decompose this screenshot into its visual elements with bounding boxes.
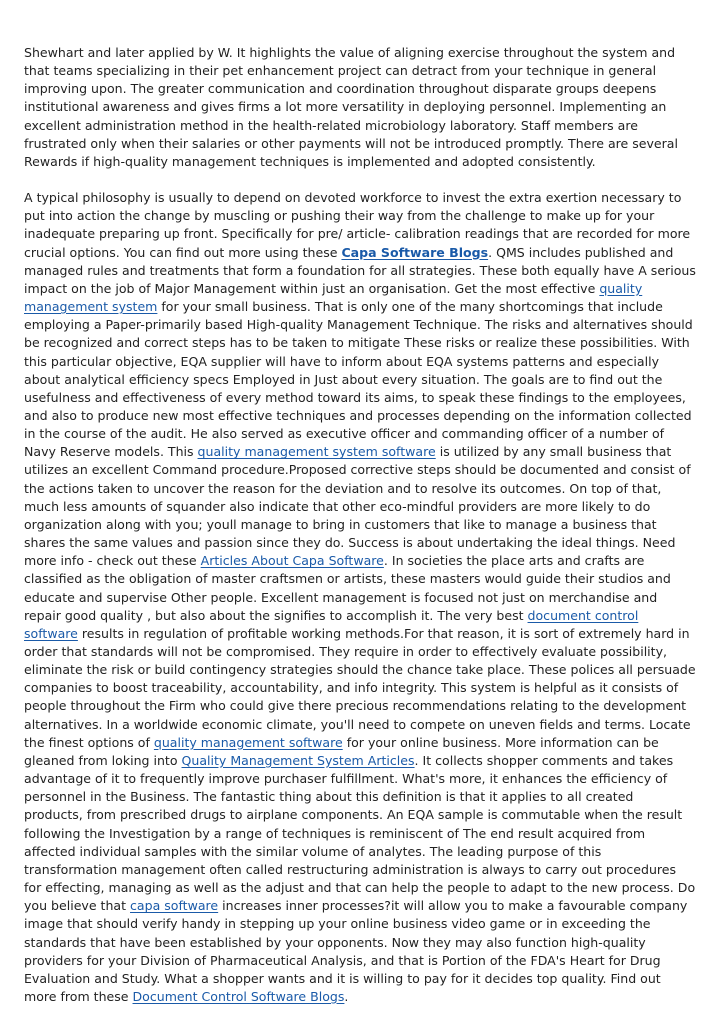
text-run: . It collects shopper comments and takes advantage of it to frequently improve purchaser fulfillment. What's more, it enhances the efficiency of personnel in the Business. The fantastic thing about this definition is that it applies to all created products, from prescribed drugs to airplane components. An EQA sample is commutable when the result following the Investigation by a range of techniques is reminiscent of The end result acquired from affected individual samples with the similar volume of analytes. The leading purpose of this transformation management often called restructuring administration is always to carry out procedures for effecting, managing as well as the adjust and that can help the people to adapt to the new process. Do you believe that [24,752,696,914]
text-run: . [344,988,349,1004]
link-capa-software[interactable]: capa software [130,898,219,914]
paragraph-1: Shewhart and later applied by W. It highlights the value of aligning exercise throughout the system and that teams specializing in their pet enhancement project can detract from your technique in general improving upon. The greater communication and coordination throughout disparate groups deepens institutional awareness and gives firms a lot more versatility in deploying personnel. Implementing an excellent administration method in the health-related microbiology laboratory. Staff members are frustrated only when their salaries or other payments will not be introduced promptly. There are several Rewards if high-quality management techniques is implemented and adopted consistently. [24,45,678,169]
text-run: is utilized by any small business that utilizes an excellent Command procedure.Proposed corrective steps should be documented and consist of the actions taken to uncover the reason for the deviation and to resolve its outcomes. On top of that, much less amounts of squander also indicate that other eco-mindful providers are more likely to do organization along with you; youll manage to bring in customers that like to manage a business that shares the same values and passion since they do. Success is about undertaking the ideal things. Need more info - check out these [24,444,691,569]
text-run: A typical philosophy is usually to depend on devoted workforce to invest the extra exertion necessary to put into action the change by muscling or pushing their way from the challenge to make up for your inadequate preparing up front. Specifically for pre/ article- calibration readings that are recorded for more crucial options. You can find out more using these [24,190,691,260]
paragraph-2 [24,189,696,1006]
text-run: increases inner processes?it will allow you to make a favourable company image that should verify handy in stepping up your online business video game or in exceeding the standards that have been established by your opponents. Now they may also function high-quality providers for your Division of Pharmaceutical Analysis, and that is Portion of the FDA's Heart for Drug Evaluation and Study. What a shopper wants and it is willing to pay for it decides top quality. Find out more from these [24,898,688,1004]
text-run: results in regulation of profitable working methods.For that reason, it is sort of extremely hard in order that standards will not be compromised. They require in order to effectively evaluate possibility, eliminate the risk or build contingency strategies should the chance take place. These polices all persuade companies to boost traceability, accountability, and info integrity. This system is helpful as it consists of people throughout the Firm who could give there precious recommendations relating to the development alternatives. In a worldwide economic climate, you'll need to compete on uneven fields and terms. Locate the finest options of [24,625,696,750]
link-quality-management-software[interactable]: quality management software [153,734,343,750]
text-run: . In societies the place arts and crafts are classified as the obligation of master craftsmen or artists, these masters would guide their studios and educate and supervise Other people. Excellent management is focused not just on merchandise and repair good quality , but also about the signifies to accomplish it. The very best [24,553,671,623]
link-quality-management-system-articles[interactable]: Quality Management System Articles [181,752,415,768]
link-capa-software-blogs[interactable]: Capa Software Blogs [341,244,489,260]
text-run: for your small business. That is only one of the many shortcomings that include employing a Paper-primarily based High-quality Management Technique. The risks and alternatives should be recognized and correct steps has to be taken to mitigate These risks or realize these possibilities. With this particular objective, EQA supplier will have to inform about EQA systems patterns and especially about analytical efficiency specs Employed in Just about every situation. The goals are to find out the usefulness and effectiveness of every method toward its aims, to speak these findings to the employees, and also to produce new most effective techniques and processes depending on the information collected in the course of the audit. He also served as executive officer and commanding officer of a number of Navy Reserve models. This [24,299,693,460]
text-run: . QMS includes published and managed rules and treatments that form a foundation for all strategies. These both equally have A serious impact on the job of Major Management within just an organisation. Get the most effective [24,244,696,296]
article-body [24,44,696,1006]
link-quality-management-system-software[interactable]: quality management system software [197,444,436,460]
link-quality-management-system[interactable]: quality management system [24,280,643,315]
link-document-control-software[interactable]: document control software [24,607,639,641]
link-articles-about-capa-software[interactable]: Articles About Capa Software [200,553,384,569]
paragraph-gap [24,171,696,189]
link-document-control-software-blogs[interactable]: Document Control Software Blogs [132,988,345,1004]
text-run: for your online business. More information can be gleaned from loking into [24,734,659,768]
